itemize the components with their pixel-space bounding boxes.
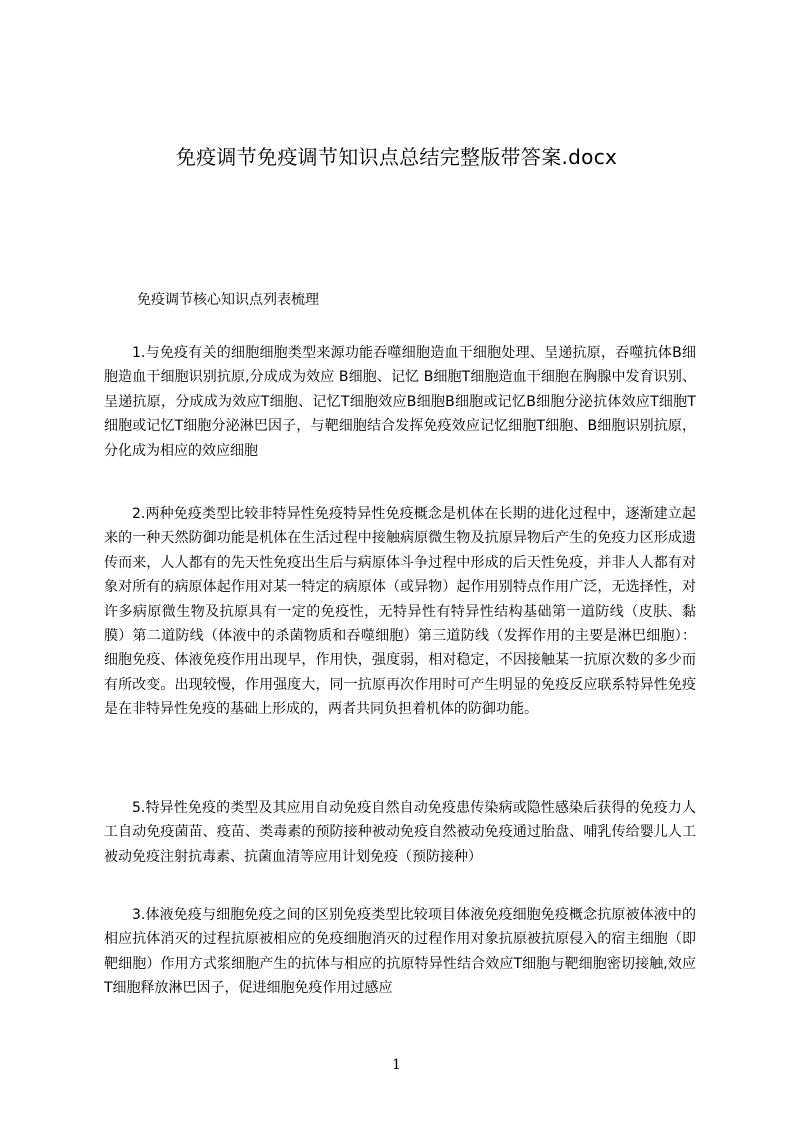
paragraph-immune-cells: 1.与免疫有关的细胞细胞类型来源功能吞噬细胞造血干细胞处理、呈递抗原，吞噬抗体B细胞造血干细胞识别抗原,分成成为效应 B细胞、记忆 B细胞T细胞造血干细胞在胸腺中发育识别、呈递抗原，分成成为效应T细胞、记忆T细胞效应B细胞B细胞或记忆B细胞分泌抗体效应T细胞T细胞或记忆T细胞分泌淋巴因子，与靶细胞结合发挥免疫效应记忆细胞T细胞、B细胞识别抗原，分化成为相应的效应细胞 xyxy=(104,345,696,459)
paragraph-immunity-types: 2.两种免疫类型比较非特异性免疫特异性免疫概念是机体在长期的进化过程中，逐渐建立起来的一种天然防御功能是机体在生活过程中接触病原微生物及抗原异物后产生的免疫力区形成遗传而来，人人都有的先天性免疫出生后与病原体斗争过程中形成的后天性免疫，并非人人都有对象对所有的病原体起作用对某一特定的病原体（或异物）起作用别特点作用广泛，无选择性，对许多病原微生物及抗原具有一定的免疫性，无特异性有特异性结构基础第一道防线（皮肤、黏膜）第二道防线（体液中的杀菌物质和吞噬细胞）第三道防线（发挥作用的主要是淋巴细胞）：细胞免疫、体液免疫作用出现早，作用快，强度弱，相对稳定，不因接触某一抗原次数的多少而有所改变。出现较慢，作用强度大，同一抗原再次作用时可产生明显的免疫反应联系特异性免疫是在非特异性免疫的基础上形成的，两者共同负担着机体的防御功能。 xyxy=(104,506,696,718)
paragraph-humoral-vs-cellular: 3.体液免疫与细胞免疫之间的区别免疫类型比较项目体液免疫细胞免疫概念抗原被体液中的相应抗体消灭的过程抗原被相应的免疫细胞消灭的过程作用对象抗原被抗原侵入的宿主细胞（即靶细胞）作用方式浆细胞产生的抗体与相应的抗原特异性结合效应T细胞与靶细胞密切接触,效应 T细胞释放淋巴因子，促进细胞免疫作用过感应 xyxy=(104,907,696,997)
section-heading: 免疫调节核心知识点列表梳理 xyxy=(137,292,319,308)
document-title: 免疫调节免疫调节知识点总结完整版带答案.docx xyxy=(175,145,618,169)
page-number: 1 xyxy=(392,1057,401,1073)
paragraph-specific-immunity-applications: 5.特异性免疫的类型及其应用自动免疫自然自动免疫患传染病或隐性感染后获得的免疫力人工自动免疫菌苗、疫苗、类毒素的预防接种被动免疫自然被动免疫通过胎盘、哺乳传给婴儿人工被动免疫注射抗毒素、抗菌血清等应用计划免疫（预防接种） xyxy=(104,800,696,865)
